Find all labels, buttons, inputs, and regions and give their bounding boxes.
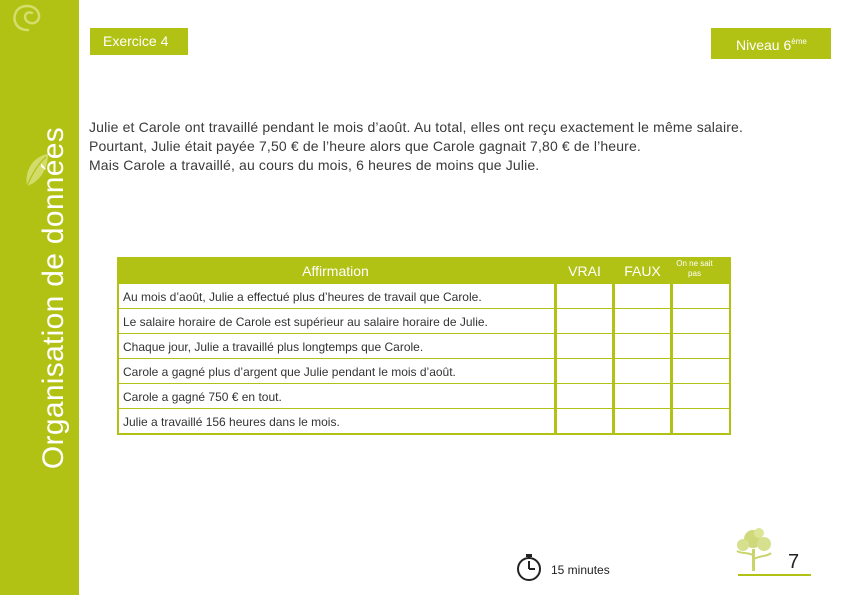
table-row-1-unknown[interactable] — [673, 284, 729, 308]
page-number-underline — [738, 574, 811, 576]
table-row-3-true[interactable] — [557, 334, 612, 358]
table-row-5-true[interactable] — [557, 384, 612, 408]
header-unknown-label: On ne sait pas — [676, 259, 713, 278]
table-row-4-statement — [119, 359, 554, 383]
problem-line-3: Mais Carole a travaillé, au cours du mois, 6 heures de moins que Julie. — [89, 157, 540, 173]
table-row-2-text: Le salaire horaire de Carole est supérieur au salaire horaire de Julie. — [123, 315, 488, 329]
header-true — [557, 259, 612, 283]
table-row-2-statement — [119, 309, 554, 333]
table-row-4-unknown[interactable] — [673, 359, 729, 383]
header-statement-label: Affirmation — [302, 263, 369, 279]
table-row-2-unknown[interactable] — [673, 309, 729, 333]
table-row-2-true[interactable] — [557, 309, 612, 333]
table-row-3-statement — [119, 334, 554, 358]
problem-line-1: Julie et Carole ont travaillé pendant le mois d’août. Au total, elles ont reçu exactement le même salaire. — [89, 119, 744, 135]
table-row-1-true[interactable] — [557, 284, 612, 308]
table-row-4-text: Carole a gagné plus d’argent que Julie pendant le mois d’août. — [123, 365, 456, 379]
stopwatch-icon — [514, 553, 544, 583]
table-row-5-text: Carole a gagné 750 € en tout. — [123, 390, 282, 404]
level-tag — [711, 28, 831, 59]
table-row-3-false[interactable] — [615, 334, 670, 358]
level-superscript: ème — [791, 37, 807, 46]
exercise-tag — [90, 28, 188, 55]
exercise-label: Exercice 4 — [103, 33, 169, 49]
header-statement — [119, 259, 554, 283]
level-label: Niveau 6 — [736, 37, 792, 53]
table-row-5-statement — [119, 384, 554, 408]
table-row-6-true[interactable] — [557, 409, 612, 433]
table-row-6-unknown[interactable] — [673, 409, 729, 433]
header-false-label: FAUX — [624, 263, 661, 279]
table-row-6-text: Julie a travaillé 156 heures dans le mois. — [123, 415, 340, 429]
sidebar-title: Organisation de données — [37, 126, 70, 470]
header-true-label: VRAI — [568, 263, 601, 279]
table-row-3-text: Chaque jour, Julie a travaillé plus longtemps que Carole. — [123, 340, 424, 354]
problem-line-2: Pourtant, Julie était payée 7,50 € de l’heure alors que Carole gagnait 7,80 € de l’heure. — [89, 138, 641, 154]
spiral-icon — [8, 0, 48, 34]
table-row-5-unknown[interactable] — [673, 384, 729, 408]
table-row-2-false[interactable] — [615, 309, 670, 333]
table-row-4-true[interactable] — [557, 359, 612, 383]
page-number: 7 — [788, 551, 800, 573]
table-row-5-false[interactable] — [615, 384, 670, 408]
table-row-4-false[interactable] — [615, 359, 670, 383]
duration-label: 15 minutes — [551, 563, 610, 577]
table-row-3-unknown[interactable] — [673, 334, 729, 358]
table-row-6-statement — [119, 409, 554, 433]
table-row-1-statement — [119, 284, 554, 308]
table-row-1-false[interactable] — [615, 284, 670, 308]
table-row-1-text: Au mois d’août, Julie a effectué plus d’heures de travail que Carole. — [123, 290, 482, 304]
tree-icon — [733, 525, 775, 573]
table-row-6-false[interactable] — [615, 409, 670, 433]
sidebar — [0, 0, 79, 595]
header-false — [615, 259, 670, 283]
problem-statement — [89, 118, 819, 175]
